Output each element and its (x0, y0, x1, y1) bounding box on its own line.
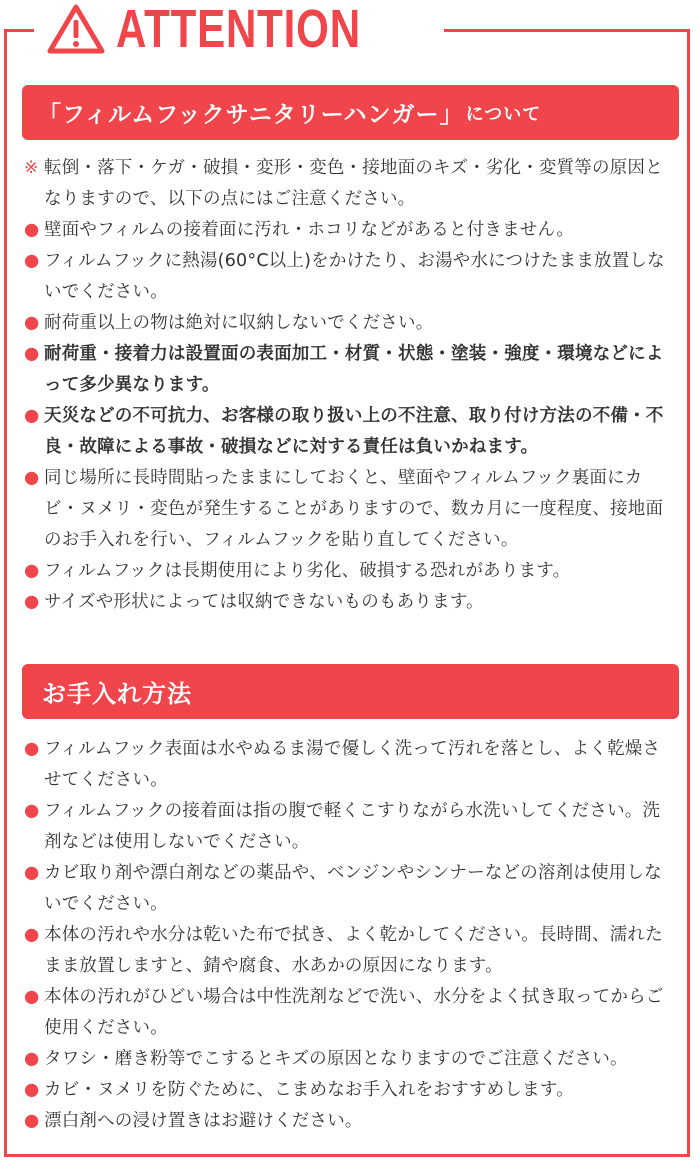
list-item-text: フィルムフックの接着面は指の腹で軽くこすりながら水洗いしてください。洗剤などは使用しないでください。 (44, 801, 661, 852)
list-item (24, 339, 674, 401)
list-item (24, 796, 674, 858)
list-item-text: タワシ・磨き粉等でこするとキズの原因となりますのでご注意ください。 (44, 1049, 628, 1069)
list-item-text: サイズや形状によっては収納できないものもあります。 (44, 592, 484, 612)
list-item-text: 耐荷重以上の物は絶対に収納しないでください。 (44, 313, 434, 333)
bullet-icon: ● (24, 925, 40, 945)
list-item (24, 401, 674, 463)
section-heading-care (22, 664, 679, 719)
list-item (24, 982, 674, 1044)
bullet-icon: ● (24, 592, 40, 612)
list-item-text: フィルムフックは長期使用により劣化、破損する恐れがあります。 (44, 561, 571, 581)
list-item (24, 215, 674, 246)
attention-header (34, 0, 444, 58)
bullet-icon: ● (24, 468, 40, 488)
list-item (24, 1075, 674, 1106)
section-heading-suffix: について (465, 103, 542, 125)
note-mark: ※ (24, 158, 39, 178)
bullet-icon: ● (24, 1049, 40, 1069)
list-item-text: 同じ場所に長時間貼ったままにしておくと、壁面やフィルムフック裏面にカビ・ヌメリ・変色が発生することがありますので、数カ月に一度程度、接地面のお手入れを行い、フィルムフックを貼り直してください。 (44, 468, 664, 550)
list-item-text: カビ・ヌメリを防ぐために、こまめなお手入れをおすすめします。 (44, 1080, 574, 1100)
bullet-icon: ● (24, 987, 40, 1007)
list-item-text: カビ取り剤や漂白剤などの薬品や、ベンジンやシンナーなどの溶剤は使用しないでください。 (44, 863, 662, 914)
list-item-text: フィルムフック表面は水やぬるま湯で優しく洗って汚れを落とし、よく乾燥させてください。 (44, 739, 661, 790)
bullet-icon: ● (24, 406, 40, 426)
list-item (24, 920, 674, 982)
list-item-text: 本体の汚れがひどい場合は中性洗剤などで洗い、水分をよく拭き取ってからご使用ください。 (44, 987, 664, 1038)
attention-title: ATTENTION (116, 0, 361, 59)
bullet-icon: ● (24, 220, 40, 240)
list-item (24, 1044, 674, 1075)
list-item (24, 587, 674, 618)
list-item (24, 246, 674, 308)
list-item (24, 153, 674, 215)
list-item-text: 壁面やフィルムの接着面に汚れ・ホコリなどがあると付きません。 (44, 220, 574, 240)
bullet-icon: ● (24, 801, 40, 821)
section-heading-main: 「フィルムフックサニタリーハンガー」 (38, 102, 464, 128)
list-item-text: フィルムフックに熱湯(60°C以上)をかけたり、お湯や水につけたまま放置しないでください。 (44, 251, 665, 302)
bullet-icon: ● (24, 313, 40, 333)
list-item (24, 463, 674, 556)
bullet-icon: ● (24, 561, 40, 581)
list-item-text: 本体の汚れや水分は乾いた布で拭き、よく乾かしてください。長時間、濡れたまま放置しますと、錆や腐食、水あかの原因になります。 (44, 925, 663, 976)
list-item-text: 転倒・落下・ケガ・破損・変形・変色・接地面のキズ・劣化・変質等の原因となりますので、以下の点にはご注意ください。 (44, 158, 663, 209)
section-heading-film-hook (22, 85, 679, 140)
warning-triangle-icon (46, 3, 106, 55)
list-item (24, 308, 674, 339)
bullet-icon: ● (24, 251, 40, 271)
list-item (24, 1106, 674, 1137)
list-item (24, 734, 674, 796)
bullet-icon: ● (24, 1080, 40, 1100)
list-item (24, 858, 674, 920)
care-heading-text: お手入れ方法 (42, 680, 192, 708)
caution-list (24, 153, 674, 618)
bullet-icon: ● (24, 739, 40, 759)
bullet-icon: ● (24, 863, 40, 883)
list-item-text: 漂白剤への浸け置きはお避けください。 (44, 1111, 363, 1131)
bullet-icon: ● (24, 1111, 40, 1131)
list-item-text: 耐荷重・接着力は設置面の表面加工・材質・状態・塗装・強度・環境などによって多少異なります。 (44, 344, 664, 395)
bullet-icon: ● (24, 344, 40, 364)
list-item-text: 天災などの不可抗力、お客様の取り扱い上の不注意、取り付け方法の不備・不良・故障による事故・破損などに対する責任は負いかねます。 (44, 406, 664, 457)
list-item (24, 556, 674, 587)
care-list (24, 734, 674, 1137)
